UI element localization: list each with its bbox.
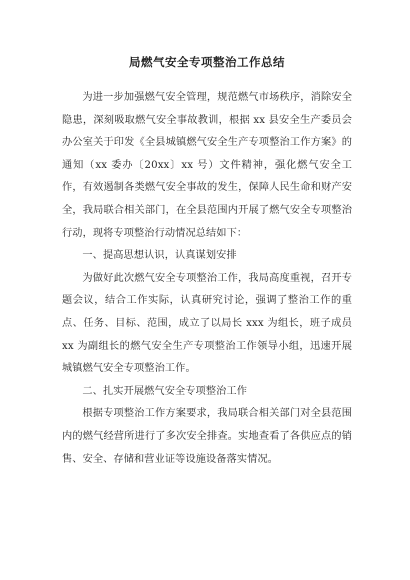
- section-heading-2: 二、扎实开展燃气安全专项整治工作: [82, 385, 247, 397]
- section-1-paragraph: 为做好此次燃气安全专项整治工作，我局高度重视，召开专题会议，结合工作实际，认真研究讨论，强调了整治工作的重点、任务、目标、范围，成立了以局长 xxx 为组长，班子成员 xx 为副组长的燃气安全生产专项整治工作领导小组，迅速开展城镇燃气安全专项整治工作。: [62, 272, 352, 375]
- document-title: 局燃气安全专项整治工作总结: [129, 55, 285, 69]
- section-2-paragraph: 根据专项整治工作方案要求，我局联合相关部门对全县范围内的燃气经营所进行了多次安全排查。实地查看了各供应点的销售、安全、存储和营业证等设施设备落实情况。: [62, 408, 352, 465]
- intro-paragraph: 为进一步加强燃气安全管理，规范燃气市场秩序，消除安全隐患，深刻吸取燃气安全事故教训，根据 xx 县安全生产委员会办公室关于印发《全县城镇燃气安全生产专项整治工作方案》的通知（xx 委办〔20xx〕xx 号）文件精神，强化燃气安全工作，有效遏制各类燃气安全事故的发生，保障人民生命和财产安全，我局联合相关部门，在全县范围内开展了燃气安全专项整治行动，现将专项整治行动情况总结如下：: [62, 92, 352, 239]
- section-heading-1: 一、提高思想认识，认真谋划安排: [82, 250, 237, 262]
